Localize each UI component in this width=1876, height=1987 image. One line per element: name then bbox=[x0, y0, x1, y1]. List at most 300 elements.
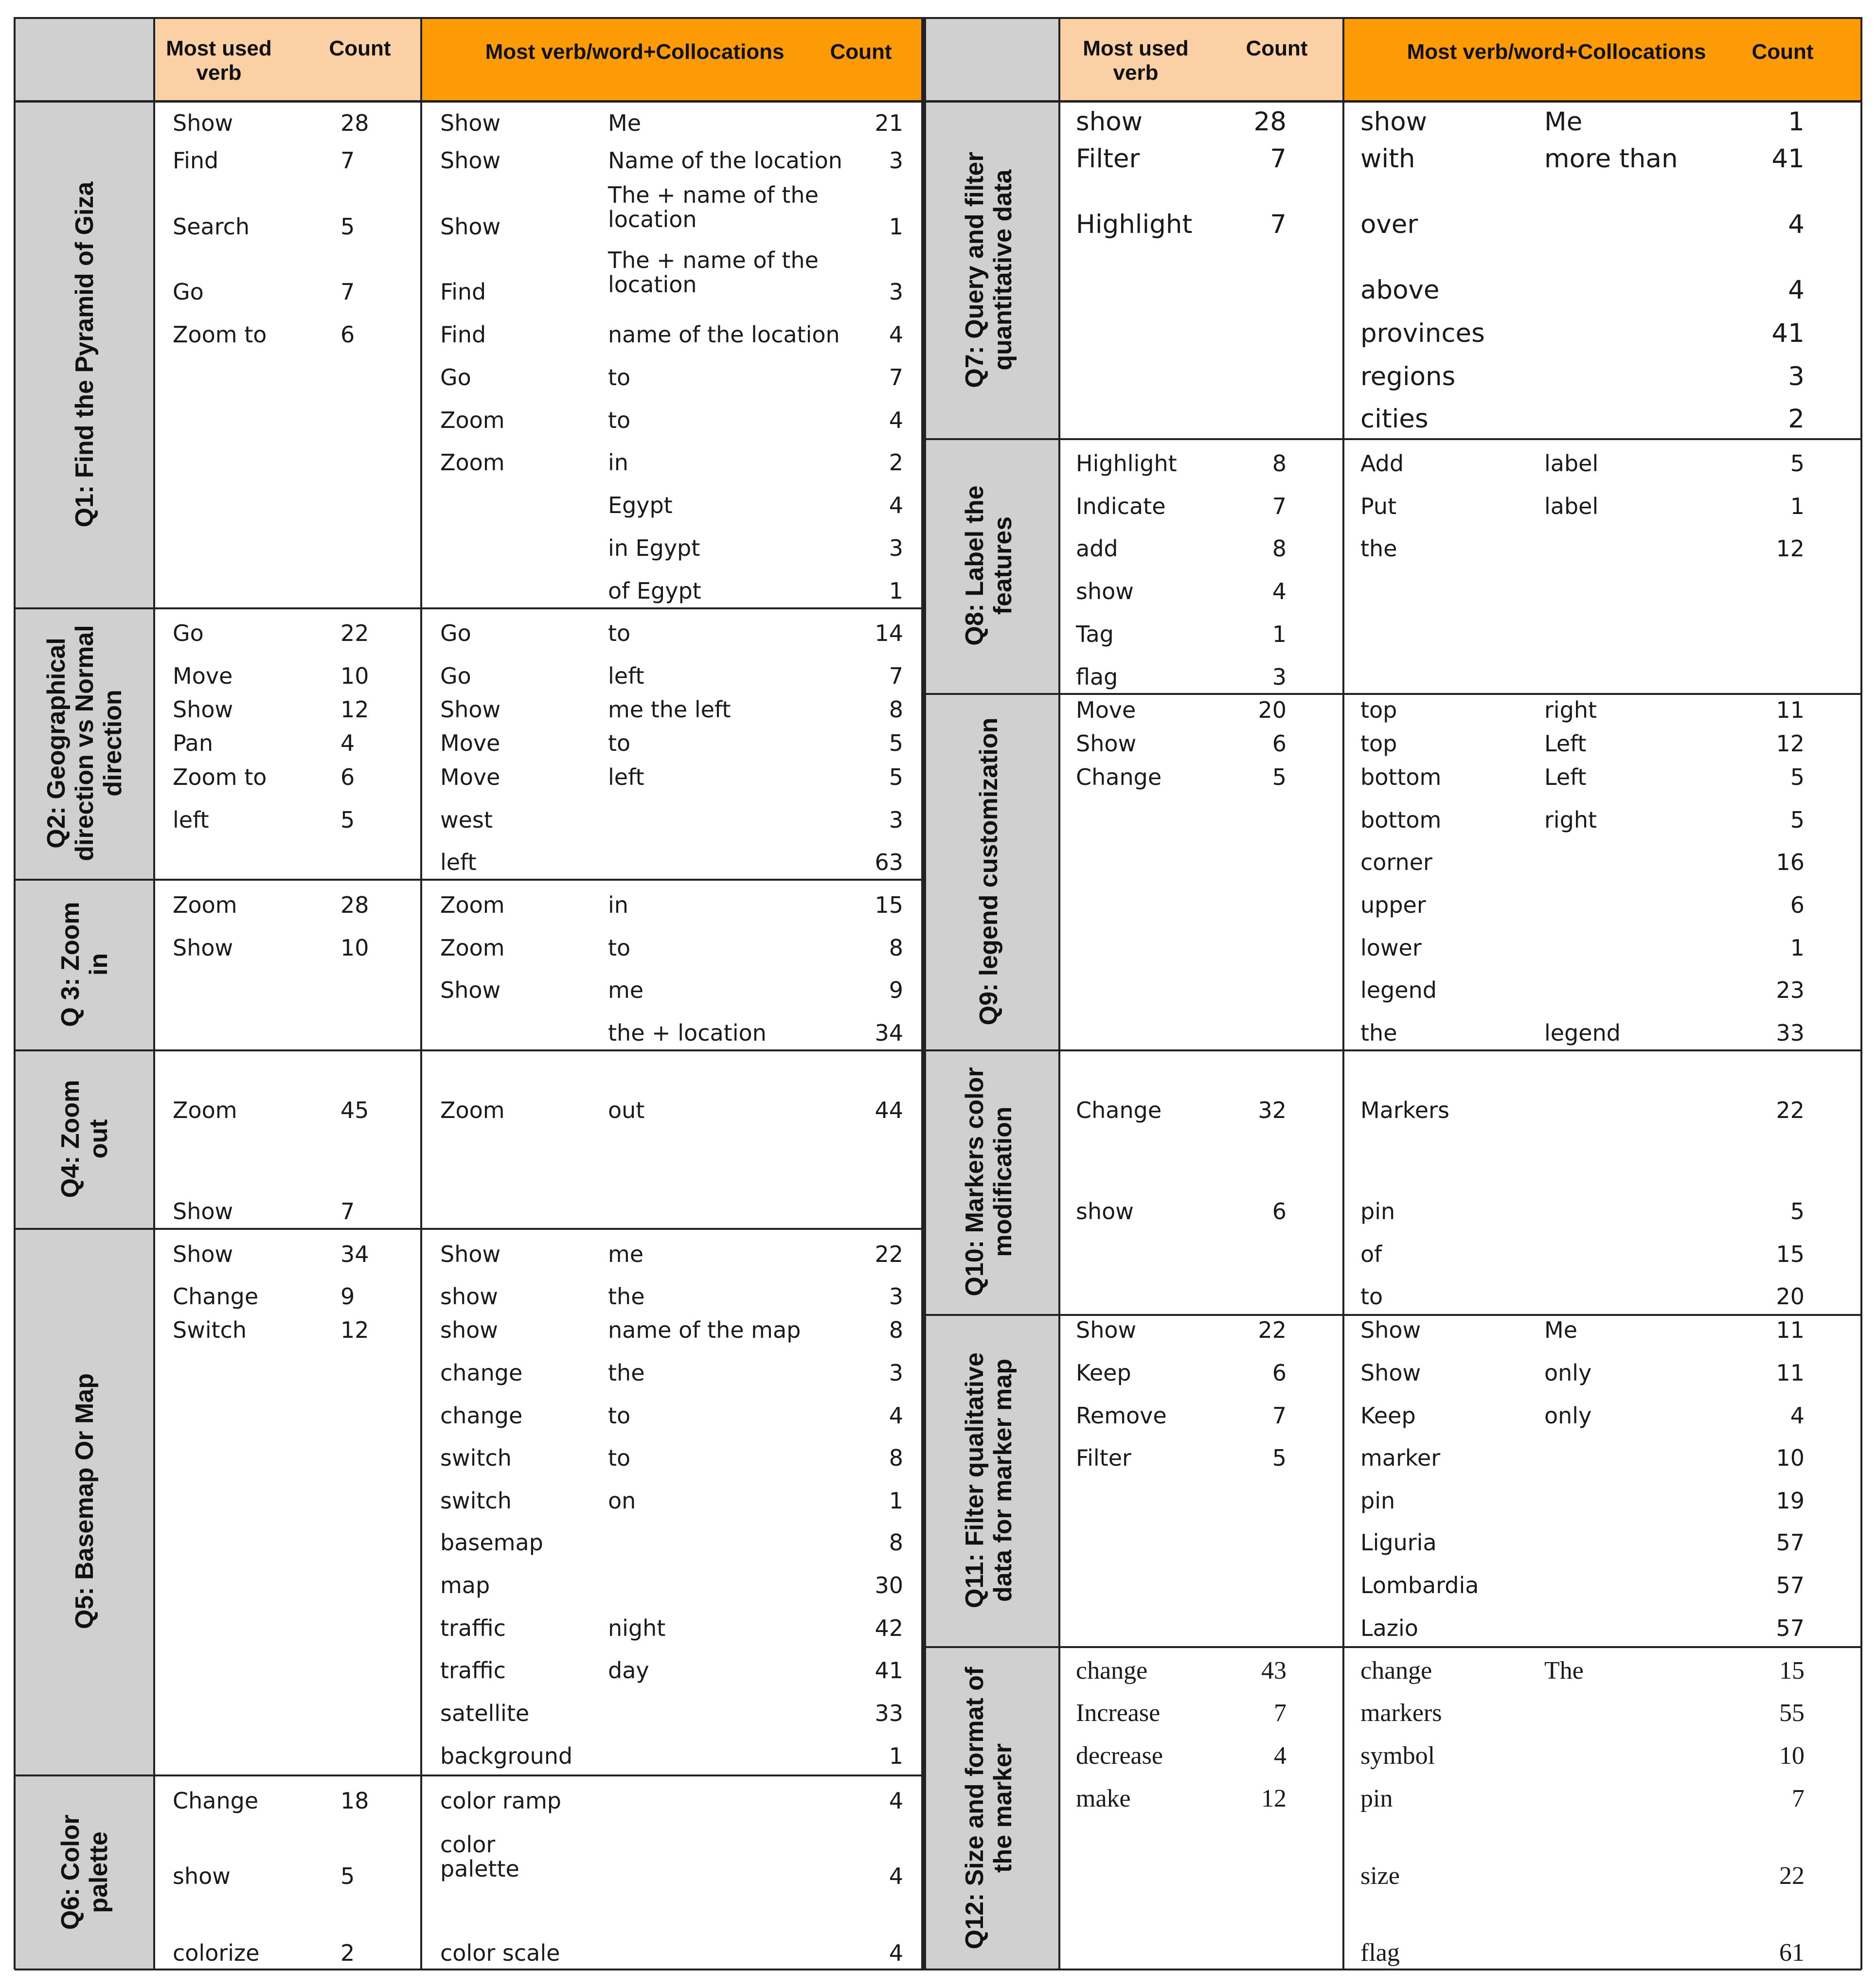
collocation-count-cell: 12 bbox=[1776, 535, 1805, 562]
verb-count-cell: 3 bbox=[1272, 664, 1286, 690]
verb-count-cell: 7 bbox=[340, 147, 355, 174]
collocation-word-cell: with bbox=[1360, 144, 1415, 174]
collocation-count-cell: 63 bbox=[875, 849, 903, 875]
collocation-count-cell: 4 bbox=[889, 1940, 903, 1966]
verb-count-cell: 5 bbox=[340, 213, 355, 240]
collocation-count-cell: 3 bbox=[1788, 362, 1805, 391]
collocation-count-cell: 16 bbox=[1776, 849, 1805, 875]
collocation-word-cell: show bbox=[440, 1317, 498, 1343]
column-divider bbox=[14, 17, 16, 1969]
collocation-cell: Me bbox=[608, 110, 641, 136]
collocation-count-cell: 3 bbox=[889, 279, 903, 305]
collocation-count-cell: 1 bbox=[1790, 493, 1805, 519]
collocation-cell: to bbox=[608, 935, 631, 961]
collocation-count-cell: 7 bbox=[889, 663, 903, 689]
collocation-count-cell: 8 bbox=[889, 1529, 903, 1556]
collocation-word-cell: Move bbox=[440, 730, 500, 756]
verb-cell: show bbox=[173, 1863, 231, 1889]
collocation-cell: in bbox=[608, 449, 628, 476]
collocation-word-cell: Show bbox=[1360, 1360, 1421, 1386]
verb-cell: Filter bbox=[1076, 1445, 1131, 1471]
verb-count-cell: 5 bbox=[340, 1863, 355, 1889]
verb-cell: Change bbox=[173, 1788, 259, 1814]
collocation-word-cell: Move bbox=[440, 764, 500, 790]
verb-count-cell: 8 bbox=[1272, 450, 1286, 477]
verb-count-cell: 34 bbox=[340, 1241, 369, 1267]
header-most-used-verb: Most used verb bbox=[166, 36, 272, 85]
question-label-left-6: Q6: Color palette bbox=[56, 1814, 113, 1930]
verb-cell: Show bbox=[173, 1198, 233, 1224]
verb-count-cell: 6 bbox=[1272, 1198, 1286, 1224]
collocation-count-cell: 4 bbox=[889, 321, 903, 348]
collocation-count-cell: 61 bbox=[1779, 1939, 1805, 1967]
collocation-cell: day bbox=[608, 1657, 649, 1684]
question-label-left-4: Q4: Zoom out bbox=[56, 1080, 113, 1198]
collocation-count-cell: 8 bbox=[889, 696, 903, 723]
verb-count-cell: 22 bbox=[1258, 1317, 1286, 1343]
collocation-count-cell: 1 bbox=[889, 578, 903, 604]
collocation-count-cell: 11 bbox=[1776, 1360, 1805, 1386]
collocation-word-cell: provinces bbox=[1360, 319, 1485, 348]
collocation-word-cell: change bbox=[440, 1360, 523, 1386]
collocation-count-cell: 15 bbox=[1776, 1241, 1805, 1267]
verb-cell: Change bbox=[1076, 1097, 1162, 1123]
header-coll-count: Count bbox=[1751, 40, 1814, 64]
collocation-count-cell: 1 bbox=[889, 1488, 903, 1514]
collocation-word-cell: Zoom bbox=[440, 407, 505, 433]
verb-cell: show bbox=[1076, 578, 1134, 604]
verb-count-cell: 10 bbox=[340, 935, 369, 961]
collocation-cell: Me bbox=[1544, 1317, 1577, 1343]
verb-cell: Search bbox=[173, 213, 250, 240]
collocation-word-cell: Show bbox=[440, 147, 501, 174]
collocation-cell: name of the location bbox=[608, 321, 840, 348]
collocation-count-cell: 11 bbox=[1776, 697, 1805, 723]
collocation-word-cell: Show bbox=[440, 696, 501, 723]
verb-count-cell: 6 bbox=[1272, 1360, 1286, 1386]
collocation-word-cell: marker bbox=[1360, 1445, 1441, 1471]
collocation-word-cell: west bbox=[440, 807, 493, 833]
verb-cell: Keep bbox=[1076, 1360, 1131, 1386]
collocation-word-cell: traffic bbox=[440, 1657, 506, 1684]
collocation-count-cell: 4 bbox=[1790, 1402, 1805, 1429]
collocation-word-cell: Find bbox=[440, 321, 486, 348]
verb-count-cell: 7 bbox=[1270, 144, 1286, 174]
question-label-right-8: Q8: Label the features bbox=[961, 485, 1017, 646]
verb-cell: Tag bbox=[1076, 621, 1114, 647]
collocation-count-cell: 57 bbox=[1776, 1572, 1805, 1598]
collocation-word-cell: Show bbox=[440, 977, 501, 1003]
verb-count-cell: 2 bbox=[340, 1940, 355, 1966]
collocation-count-cell: 4 bbox=[889, 407, 903, 433]
verb-cell: flag bbox=[1076, 664, 1118, 690]
collocation-word-cell: cities bbox=[1360, 404, 1429, 434]
collocation-word-cell: satellite bbox=[440, 1700, 530, 1726]
collocation-count-cell: 41 bbox=[875, 1657, 903, 1684]
collocation-cell: the + location bbox=[608, 1020, 767, 1046]
table-right-border bbox=[1860, 17, 1862, 1969]
header-blank-left bbox=[15, 17, 154, 101]
collocation-word-cell: show bbox=[1360, 107, 1427, 137]
question-label-right-9: Q9: legend customization bbox=[975, 717, 1003, 1025]
collocation-count-cell: 4 bbox=[1788, 275, 1805, 305]
verb-cell: Zoom to bbox=[173, 764, 267, 790]
verb-count-cell: 5 bbox=[1272, 764, 1286, 790]
verb-cell: show bbox=[1076, 1198, 1134, 1224]
collocation-count-cell: 10 bbox=[1779, 1742, 1805, 1770]
collocation-cell: to bbox=[608, 1402, 631, 1429]
collocation-count-cell: 3 bbox=[889, 147, 903, 174]
collocation-word-cell: bottom bbox=[1360, 807, 1442, 833]
collocation-word-cell: Keep bbox=[1360, 1402, 1416, 1429]
collocation-word-cell: Lombardia bbox=[1360, 1572, 1479, 1598]
collocation-count-cell: 21 bbox=[875, 110, 903, 136]
collocation-word-cell: switch bbox=[440, 1445, 512, 1471]
collocation-count-cell: 5 bbox=[1790, 807, 1805, 833]
header-count: Count bbox=[329, 36, 391, 60]
collocation-cell: left bbox=[608, 764, 644, 790]
collocation-word-cell: Zoom bbox=[440, 892, 505, 918]
collocation-count-cell: 22 bbox=[1776, 1097, 1805, 1123]
collocation-cell: Me bbox=[1544, 107, 1583, 137]
collocation-word-cell: color palette bbox=[440, 1831, 519, 1882]
header-count: Count bbox=[1246, 36, 1308, 60]
question-label-right-7: Q7: Query and filter quantitative data bbox=[961, 151, 1017, 388]
collocation-word-cell: show bbox=[440, 1283, 498, 1310]
collocation-count-cell: 12 bbox=[1776, 730, 1805, 757]
verb-cell: add bbox=[1076, 535, 1118, 562]
collocation-cell: to bbox=[608, 730, 631, 756]
collocation-count-cell: 11 bbox=[1776, 1317, 1805, 1343]
header-collocations: Most verb/word+Collocations bbox=[1407, 40, 1706, 64]
verb-cell: make bbox=[1076, 1785, 1131, 1812]
collocation-word-cell: top bbox=[1360, 730, 1397, 757]
question-label-left-2: Q2: Geographical direction vs Normal direction bbox=[42, 625, 127, 861]
verb-count-cell: 18 bbox=[340, 1788, 369, 1814]
collocation-count-cell: 4 bbox=[889, 1863, 903, 1889]
question-label-left-5: Q5: Basemap Or Map bbox=[70, 1373, 99, 1629]
collocation-count-cell: 4 bbox=[1788, 210, 1805, 239]
collocation-word-cell: symbol bbox=[1360, 1742, 1435, 1770]
verb-count-cell: 4 bbox=[340, 730, 355, 756]
collocation-word-cell: change bbox=[440, 1402, 523, 1429]
collocation-count-cell: 6 bbox=[1790, 892, 1805, 918]
verb-count-cell: 6 bbox=[1272, 730, 1286, 757]
verb-cell: Increase bbox=[1076, 1699, 1161, 1727]
collocation-count-cell: 1 bbox=[889, 213, 903, 240]
collocation-cell: the bbox=[608, 1283, 645, 1310]
verb-cell: Show bbox=[173, 696, 233, 723]
collocation-count-cell: 1 bbox=[889, 1743, 903, 1769]
collocation-count-cell: 10 bbox=[1776, 1445, 1805, 1471]
verb-count-cell: 6 bbox=[340, 764, 355, 790]
collocation-cell: out bbox=[608, 1097, 645, 1123]
collocation-cell: in Egypt bbox=[608, 535, 700, 561]
collocation-word-cell: top bbox=[1360, 697, 1397, 723]
header-blank-right bbox=[923, 17, 1059, 101]
question-label-right-12: Q12: Size and format of the marker bbox=[961, 1667, 1017, 1949]
collocation-word-cell: background bbox=[440, 1743, 573, 1769]
row-divider bbox=[15, 607, 923, 609]
collocation-count-cell: 14 bbox=[875, 620, 903, 646]
collocation-cell: label bbox=[1544, 493, 1599, 519]
collocation-count-cell: 3 bbox=[889, 535, 903, 561]
verb-count-cell: 7 bbox=[1272, 493, 1286, 519]
collocation-cell: Left bbox=[1544, 730, 1587, 757]
verb-cell: Pan bbox=[173, 730, 214, 756]
verb-count-cell: 20 bbox=[1258, 697, 1286, 723]
collocation-count-cell: 5 bbox=[1790, 764, 1805, 790]
collocation-word-cell: size bbox=[1360, 1862, 1400, 1890]
collocation-cell: to bbox=[608, 1445, 631, 1471]
collocation-word-cell: Put bbox=[1360, 493, 1397, 519]
collocation-count-cell: 2 bbox=[1788, 404, 1805, 434]
collocation-word-cell: of bbox=[1360, 1241, 1382, 1267]
collocation-count-cell: 5 bbox=[889, 730, 903, 756]
collocation-word-cell: Liguria bbox=[1360, 1529, 1437, 1556]
collocation-count-cell: 15 bbox=[1779, 1657, 1805, 1685]
verb-cell: Remove bbox=[1076, 1402, 1167, 1429]
collocation-count-cell: 5 bbox=[1790, 1198, 1805, 1224]
collocation-count-cell: 3 bbox=[889, 1360, 903, 1386]
collocation-word-cell: bottom bbox=[1360, 764, 1442, 790]
collocation-cell: the bbox=[608, 1360, 645, 1386]
collocation-count-cell: 2 bbox=[889, 449, 903, 476]
collocation-count-cell: 44 bbox=[875, 1097, 903, 1123]
verb-count-cell: 5 bbox=[340, 807, 355, 833]
collocation-cell: right bbox=[1544, 697, 1597, 723]
collocation-word-cell: Show bbox=[440, 1241, 501, 1267]
verb-count-cell: 12 bbox=[340, 1317, 369, 1343]
collocation-word-cell: Zoom bbox=[440, 1097, 505, 1123]
collocation-count-cell: 33 bbox=[875, 1700, 903, 1726]
collocation-count-cell: 9 bbox=[889, 977, 903, 1003]
column-divider bbox=[1058, 17, 1060, 1969]
collocation-word-cell: pin bbox=[1360, 1198, 1395, 1224]
collocation-word-cell: Go bbox=[440, 620, 471, 646]
verb-cell: Zoom bbox=[173, 1097, 237, 1123]
collocation-count-cell: 4 bbox=[889, 492, 903, 518]
collocation-word-cell: Show bbox=[1360, 1317, 1421, 1343]
table-bottom-border bbox=[15, 1969, 1861, 1970]
collocation-word-cell: Go bbox=[440, 364, 471, 390]
row-divider bbox=[923, 438, 1861, 440]
verb-cell: Highlight bbox=[1076, 450, 1177, 477]
collocation-count-cell: 1 bbox=[1790, 935, 1805, 961]
header-bottom-border bbox=[15, 100, 1861, 103]
question-label-left-1: Q1: Find the Pyramid of Giza bbox=[70, 181, 99, 527]
collocation-count-cell: 8 bbox=[889, 1317, 903, 1343]
collocation-count-cell: 5 bbox=[889, 764, 903, 790]
verb-cell: Switch bbox=[173, 1317, 247, 1343]
collocation-count-cell: 30 bbox=[875, 1572, 903, 1598]
collocation-word-cell: regions bbox=[1360, 362, 1456, 391]
collocation-word-cell: Markers bbox=[1360, 1097, 1449, 1123]
collocation-count-cell: 5 bbox=[1790, 450, 1805, 477]
collocation-cell: legend bbox=[1544, 1020, 1621, 1046]
verb-cell: Find bbox=[173, 147, 219, 174]
row-divider bbox=[15, 1774, 923, 1776]
collocation-count-cell: 3 bbox=[889, 807, 903, 833]
column-divider bbox=[420, 17, 422, 1969]
verb-cell: decrease bbox=[1076, 1742, 1163, 1770]
verb-count-cell: 6 bbox=[340, 321, 355, 348]
collocation-cell: of Egypt bbox=[608, 578, 701, 604]
row-divider bbox=[15, 1049, 923, 1051]
question-label-left-3: Q 3: Zoom in bbox=[56, 901, 113, 1027]
verb-count-cell: 8 bbox=[1272, 535, 1286, 562]
collocation-cell: on bbox=[608, 1488, 636, 1514]
verb-count-cell: 1 bbox=[1272, 621, 1286, 647]
collocation-word-cell: Show bbox=[440, 110, 501, 136]
verb-count-cell: 12 bbox=[1261, 1785, 1286, 1812]
verb-count-cell: 32 bbox=[1258, 1097, 1286, 1123]
verb-cell: Show bbox=[173, 935, 233, 961]
verb-cell: Show bbox=[173, 1241, 233, 1267]
collocation-word-cell: traffic bbox=[440, 1615, 506, 1641]
column-divider bbox=[153, 17, 155, 1969]
collocation-cell: The bbox=[1544, 1657, 1584, 1685]
verb-cell: Move bbox=[173, 663, 233, 689]
collocation-count-cell: 23 bbox=[1776, 977, 1805, 1003]
verb-cell: Indicate bbox=[1076, 493, 1166, 519]
verb-count-cell: 7 bbox=[340, 279, 355, 305]
row-divider bbox=[923, 1314, 1861, 1316]
group-divider bbox=[921, 17, 926, 1969]
verb-count-cell: 7 bbox=[340, 1198, 355, 1224]
collocation-count-cell: 4 bbox=[889, 1402, 903, 1429]
collocation-cell: Egypt bbox=[608, 492, 673, 518]
collocation-cell: The + name of the location bbox=[608, 182, 819, 232]
header-coll-count: Count bbox=[830, 40, 892, 64]
collocation-cell: Left bbox=[1544, 764, 1587, 790]
collocation-cell: only bbox=[1544, 1360, 1592, 1386]
collocation-word-cell: Zoom bbox=[440, 449, 505, 476]
row-divider bbox=[15, 879, 923, 881]
collocation-count-cell: 19 bbox=[1776, 1488, 1805, 1514]
collocation-word-cell: upper bbox=[1360, 892, 1426, 918]
verb-count-cell: 7 bbox=[1272, 1402, 1286, 1429]
verb-cell: Show bbox=[1076, 1317, 1137, 1343]
collocation-word-cell: the bbox=[1360, 1020, 1397, 1046]
collocation-cell: name of the map bbox=[608, 1317, 801, 1343]
collocation-word-cell: color scale bbox=[440, 1940, 560, 1966]
collocation-word-cell: above bbox=[1360, 275, 1440, 305]
collocation-count-cell: 4 bbox=[889, 1788, 903, 1814]
collocation-count-cell: 7 bbox=[889, 364, 903, 390]
collocation-word-cell: over bbox=[1360, 210, 1418, 239]
collocation-cell: me bbox=[608, 1241, 644, 1267]
collocation-cell: Name of the location bbox=[608, 147, 842, 174]
collocation-word-cell: lower bbox=[1360, 935, 1422, 961]
collocation-count-cell: 57 bbox=[1776, 1615, 1805, 1641]
verb-count-cell: 9 bbox=[340, 1283, 355, 1310]
collocation-word-cell: the bbox=[1360, 535, 1397, 562]
collocation-count-cell: 57 bbox=[1776, 1529, 1805, 1556]
collocation-cell: me the left bbox=[608, 696, 731, 723]
verb-cell: Change bbox=[1076, 764, 1162, 790]
collocation-word-cell: Add bbox=[1360, 450, 1404, 477]
verb-count-cell: 4 bbox=[1274, 1742, 1286, 1770]
row-divider bbox=[15, 1228, 923, 1230]
question-label-right-10: Q10: Markers color modification bbox=[961, 1067, 1017, 1296]
collocation-word-cell: legend bbox=[1360, 977, 1437, 1003]
collocation-count-cell: 33 bbox=[1776, 1020, 1805, 1046]
collocation-word-cell: corner bbox=[1360, 849, 1432, 875]
header-collocations: Most verb/word+Collocations bbox=[485, 40, 785, 64]
collocation-count-cell: 55 bbox=[1779, 1699, 1805, 1727]
verb-cell: Go bbox=[173, 279, 204, 305]
collocation-word-cell: pin bbox=[1360, 1488, 1395, 1514]
collocation-word-cell: switch bbox=[440, 1488, 512, 1514]
collocation-count-cell: 41 bbox=[1771, 144, 1805, 174]
verb-count-cell: 22 bbox=[340, 620, 369, 646]
collocation-count-cell: 15 bbox=[875, 892, 903, 918]
collocation-cell: me bbox=[608, 977, 644, 1003]
collocation-count-cell: 41 bbox=[1771, 319, 1805, 348]
verb-cell: Zoom bbox=[173, 892, 237, 918]
column-divider bbox=[1342, 17, 1344, 1969]
collocation-cell: The + name of the location bbox=[608, 247, 819, 298]
verb-count-cell: 28 bbox=[340, 110, 369, 136]
collocation-word-cell: map bbox=[440, 1572, 490, 1598]
verb-count-cell: 45 bbox=[340, 1097, 369, 1123]
collocation-word-cell: basemap bbox=[440, 1529, 543, 1556]
header-most-used-verb: Most used verb bbox=[1083, 36, 1189, 85]
verb-count-cell: 10 bbox=[340, 663, 369, 689]
verb-cell: Show bbox=[1076, 730, 1137, 757]
verb-cell: change bbox=[1076, 1657, 1148, 1685]
collocation-count-cell: 8 bbox=[889, 935, 903, 961]
collocation-word-cell: Zoom bbox=[440, 935, 505, 961]
collocation-cell: only bbox=[1544, 1402, 1592, 1429]
collocation-cell: to bbox=[608, 407, 631, 433]
collocation-word-cell: Find bbox=[440, 279, 486, 305]
collocation-count-cell: 34 bbox=[875, 1020, 903, 1046]
row-divider bbox=[923, 693, 1861, 695]
verb-cell: Zoom to bbox=[173, 321, 267, 348]
collocation-word-cell: Go bbox=[440, 663, 471, 689]
verb-count-cell: 28 bbox=[1253, 107, 1286, 137]
verb-cell: left bbox=[173, 807, 209, 833]
collocation-count-cell: 42 bbox=[875, 1615, 903, 1641]
collocation-cell: night bbox=[608, 1615, 666, 1641]
verb-cell: Filter bbox=[1076, 144, 1140, 174]
collocation-word-cell: change bbox=[1360, 1657, 1432, 1685]
collocation-word-cell: Show bbox=[440, 213, 501, 240]
collocation-word-cell: flag bbox=[1360, 1939, 1400, 1967]
collocation-count-cell: 7 bbox=[1792, 1785, 1805, 1812]
row-divider bbox=[923, 1049, 1861, 1051]
collocation-word-cell: left bbox=[440, 849, 477, 875]
collocation-count-cell: 20 bbox=[1776, 1283, 1805, 1310]
verb-count-cell: 28 bbox=[340, 892, 369, 918]
collocation-cell: to bbox=[608, 620, 631, 646]
collocation-cell: right bbox=[1544, 807, 1597, 833]
collocation-word-cell: to bbox=[1360, 1283, 1383, 1310]
verb-cell: Show bbox=[173, 110, 233, 136]
verb-count-cell: 7 bbox=[1270, 210, 1286, 239]
collocation-cell: more than bbox=[1544, 144, 1678, 174]
collocation-count-cell: 22 bbox=[875, 1241, 903, 1267]
collocation-word-cell: color ramp bbox=[440, 1788, 562, 1814]
collocation-word-cell: pin bbox=[1360, 1785, 1393, 1812]
collocation-cell: in bbox=[608, 892, 628, 918]
verb-count-cell: 4 bbox=[1272, 578, 1286, 604]
collocation-cell: label bbox=[1544, 450, 1599, 477]
collocation-count-cell: 8 bbox=[889, 1445, 903, 1471]
collocation-word-cell: Lazio bbox=[1360, 1615, 1418, 1641]
